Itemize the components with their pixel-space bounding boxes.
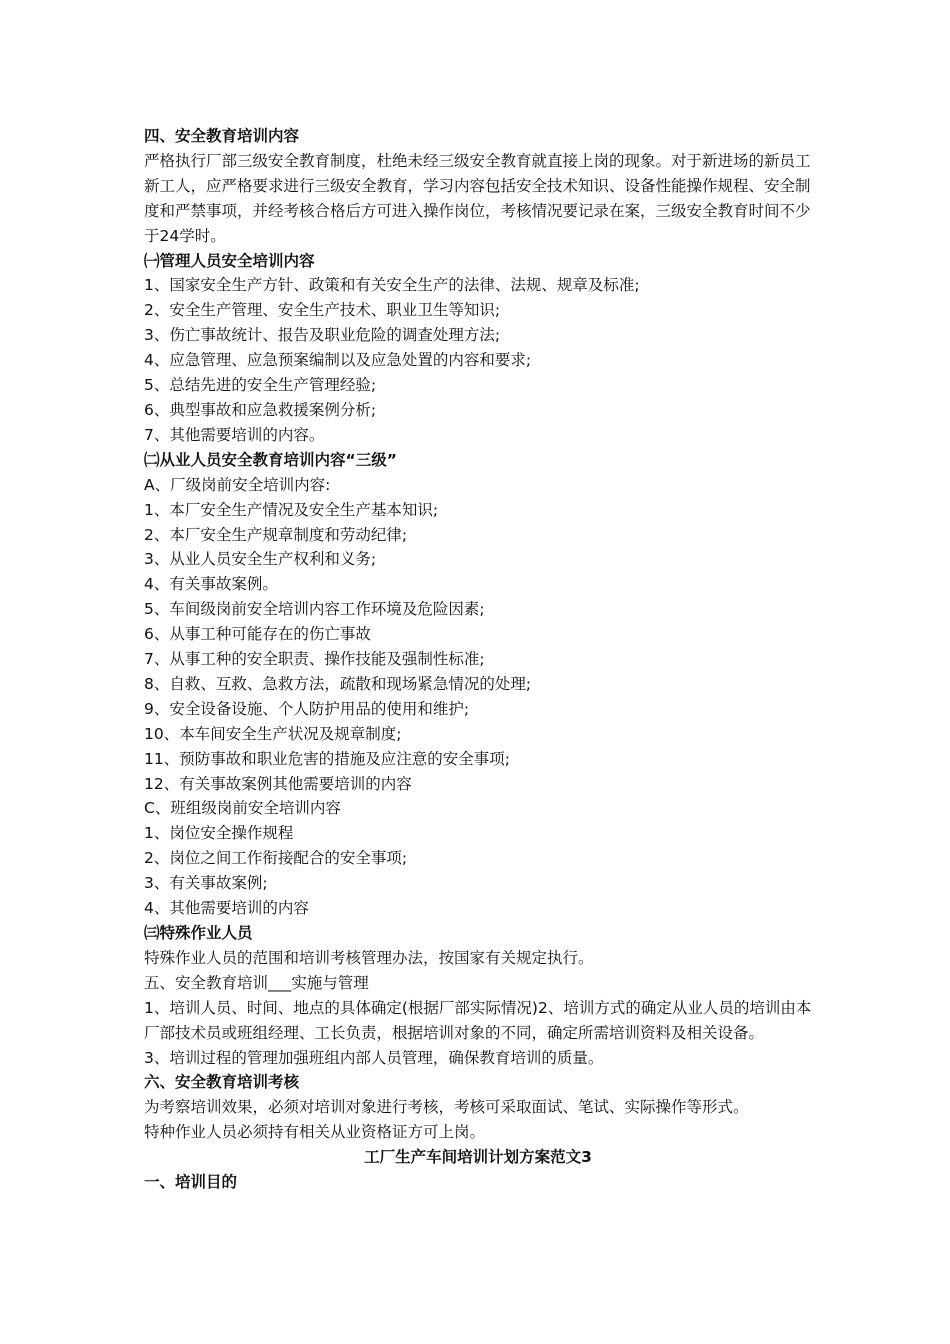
section-6-paragraph-2: 特种作业人员必须持有相关从业资格证方可上岗。 xyxy=(144,1123,486,1142)
list-item: 5、总结先进的安全生产管理经验; xyxy=(144,376,377,395)
section-5-paragraph-2: 3、培训过程的管理加强班组内部人员管理，确保教育培训的质量。 xyxy=(144,1048,604,1067)
list-item: 3、有关事故案例; xyxy=(144,874,268,893)
document-3-section-1-heading: 一、培训目的 xyxy=(144,1173,238,1192)
list-item: 4、应急管理、应急预案编制以及应急处置的内容和要求; xyxy=(144,351,532,370)
list-item: 11、预防事故和职业危害的措施及应注意的安全事项; xyxy=(144,749,510,768)
list-item: 1、岗位安全操作规程 xyxy=(144,824,294,843)
section-6-heading: 六、安全教育培训考核 xyxy=(144,1073,300,1092)
list-item: 1、国家安全生产方针、政策和有关安全生产的法律、法规、规章及标准; xyxy=(144,276,640,295)
list-item: 2、安全生产管理、安全生产技术、职业卫生等知识; xyxy=(144,301,501,320)
list-item: 1、本厂安全生产情况及安全生产基本知识; xyxy=(144,500,439,519)
subsection-2-heading: ㈡从业人员安全教育培训内容“三级” xyxy=(144,450,397,469)
section-5-heading-blank: ___ xyxy=(268,973,292,992)
section-5-paragraph-1: 1、培训人员、时间、地点的具体确定(根据厂部实际情况)2、培训方式的确定从业人员的培训由本厂部技术员或班组经理、工长负责，根据培训对象的不同，确定所需培训资料及相关设备。 xyxy=(144,998,812,1042)
list-item: 10、本车间安全生产状况及规章制度; xyxy=(144,724,402,743)
section-5-heading-start: 五、安全教育培训 xyxy=(144,973,269,992)
list-item: 4、其他需要培训的内容 xyxy=(144,899,309,918)
list-item: 6、从事工种可能存在的伤亡事故 xyxy=(144,625,371,644)
section-6-paragraph-1: 为考察培训效果，必须对培训对象进行考核，考核可采取面试、笔试、实际操作等形式。 xyxy=(144,1098,749,1117)
section-5-heading-end: 实施与管理 xyxy=(291,973,369,992)
list-item: 8、自救、互救、急救方法，疏散和现场紧急情况的处理; xyxy=(144,674,532,693)
list-item: 7、从事工种的安全职责、操作技能及强制性标准; xyxy=(144,650,485,669)
document-3-title: 工厂生产车间培训计划方案范文3 xyxy=(364,1148,592,1167)
group-c-heading: C、班组级岗前安全培训内容 xyxy=(144,799,341,818)
list-item: 12、有关事故案例其他需要培训的内容 xyxy=(144,774,412,793)
list-item: 3、从业人员安全生产权利和义务; xyxy=(144,550,377,569)
list-item: 3、伤亡事故统计、报告及职业危险的调查处理方法; xyxy=(144,326,501,345)
list-item: 7、其他需要培训的内容。 xyxy=(144,425,325,444)
list-item: 5、车间级岗前安全培训内容工作环境及危险因素; xyxy=(144,600,485,619)
subsection-1-heading: ㈠管理人员安全培训内容 xyxy=(144,251,315,270)
list-item: 2、本厂安全生产规章制度和劳动纪律; xyxy=(144,525,408,544)
section-5-heading xyxy=(144,971,812,996)
group-a-heading: A、厂级岗前安全培训内容: xyxy=(144,475,331,494)
document-body xyxy=(144,124,812,1195)
list-item: 4、有关事故案例。 xyxy=(144,575,278,594)
list-item: 6、典型事故和应急救援案例分析; xyxy=(144,400,377,419)
subsection-3-paragraph: 特殊作业人员的范围和培训考核管理办法，按国家有关规定执行。 xyxy=(144,948,594,967)
section-4-paragraph: 严格执行厂部三级安全教育制度，杜绝未经三级安全教育就直接上岗的现象。对于新进场的新员工新工人，应严格要求进行三级安全教育，学习内容包括安全技术知识、设备性能操作规程、安全制度和严禁事项，并经考核合格后方可进入操作岗位，考核情况要记录在案，三级安全教育时间不少于24学时。 xyxy=(144,151,811,245)
list-item: 9、安全设备设施、个人防护用品的使用和维护; xyxy=(144,699,470,718)
subsection-3-heading: ㈢特殊作业人员 xyxy=(144,924,253,942)
list-item: 2、岗位之间工作衔接配合的安全事项; xyxy=(144,849,408,868)
section-4-heading: 四、安全教育培训内容 xyxy=(144,127,300,145)
